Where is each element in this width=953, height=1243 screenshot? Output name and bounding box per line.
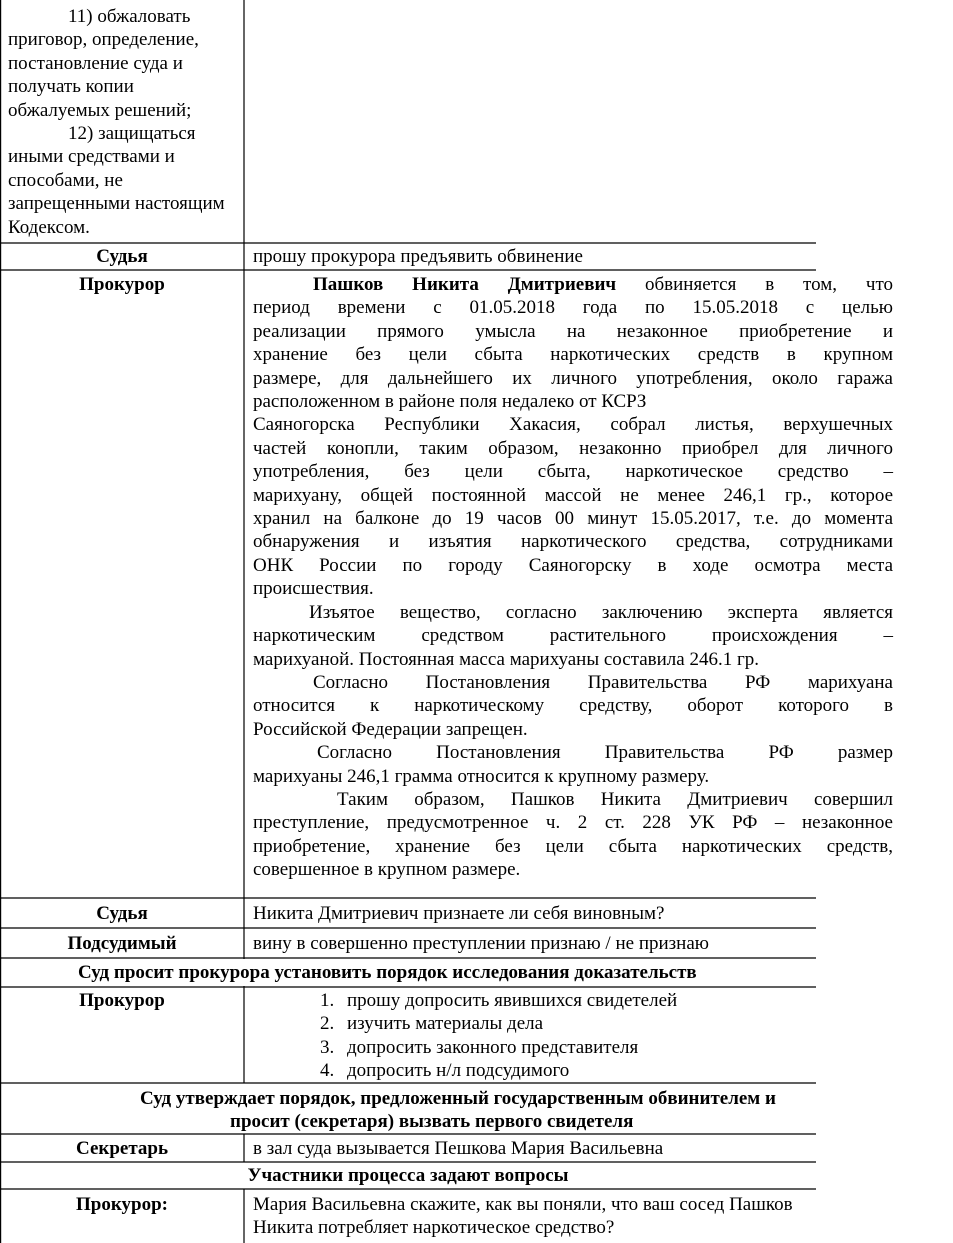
indictment-line: расположенном в районе поля недалеко от КСРЗ <box>253 391 647 413</box>
court-asks-heading: Суд просит прокурора установить порядок исследования доказательств <box>78 962 697 983</box>
list-item: 4. допросить н/л подсудимого <box>339 1059 804 1082</box>
role-secretary: Секретарь <box>75 1138 168 1159</box>
indictment-line: Согласно Постановления Правительства РФ размер <box>317 742 893 764</box>
judge-question: Никита Дмитриевич признаете ли себя виновным? <box>253 903 665 924</box>
role-prosecutor-3: Прокурор: <box>76 1194 168 1215</box>
indictment-line: размере, для дальнейшего их личного употребления, около гаража <box>253 367 893 389</box>
indictment-line: марихуаны 246,1 грамма относится к крупному размеру. <box>253 765 710 787</box>
indictment-line: ОНК России по городу Саяногорску в ходе осмотра места <box>253 554 893 576</box>
role-prosecutor: Прокурор <box>79 274 165 295</box>
indictment-line: марихуану, общей постоянной массой не менее 246,1 гр., которое <box>253 484 893 506</box>
indictment-text <box>253 273 953 882</box>
indictment-line: обнаружения и изъятия наркотического средства, сотрудниками <box>253 531 893 553</box>
court-approves-line2: просит (секретаря) вызвать первого свидетеля <box>230 1111 634 1132</box>
list-item: 1. прошу допросить явившихся свидетелей <box>339 989 804 1012</box>
indictment-line: период времени с 01.05.2018 года по 15.05.2018 с целью <box>253 297 893 319</box>
right-item-11: 11) обжаловать приговор, определение, постановление суда и получать копии обжалуемых решений; <box>8 6 199 121</box>
role-prosecutor-2: Прокурор <box>79 990 165 1011</box>
role-judge-2: Судья <box>96 903 148 924</box>
indictment-line: хранил на балконе до 19 часов 00 минут 15.05.2017, т.е. до момента <box>253 508 893 530</box>
indictment-line: марихуаной. Постоянная масса марихуаны составила 246.1 гр. <box>253 648 760 670</box>
indictment-line: приобретение, хранение без цели сбыта наркотических средств, <box>253 835 893 857</box>
indictment-line: Изъятое вещество, согласно заключению эксперта является <box>309 601 893 623</box>
right-item-12: 12) защищаться иными средствами и способами, не запрещенными настоящим Кодексом. <box>8 123 225 238</box>
judge-request: прошу прокурора предъявить обвинение <box>253 246 583 267</box>
role-defendant: Подсудимый <box>67 933 177 954</box>
indictment-line: наркотическим средством растительного происхождения – <box>253 625 893 647</box>
prosecutor-question-line2: Никита потребляет наркотическое средство? <box>253 1217 615 1238</box>
role-judge: Судья <box>96 246 148 267</box>
list-item: 2. изучить материалы дела <box>339 1012 804 1035</box>
indictment-line: преступление, предусмотренное ч. 2 ст. 228 УК РФ – незаконное <box>253 812 893 834</box>
evidence-order-list <box>244 989 804 1083</box>
defendant-answer: вину в совершенно преступлении признаю / не признаю <box>253 933 709 954</box>
indictment-line: Пашков Никита Дмитриевич обвиняется в том, что <box>313 274 893 295</box>
indictment-line: Таким образом, Пашков Никита Дмитриевич совершил <box>337 788 893 810</box>
indictment-line: частей конопли, таким образом, незаконно приобрел для личного <box>253 437 893 459</box>
indictment-line: Российской Федерации запрещен. <box>253 718 528 740</box>
indictment-line: хранение без цели сбыта наркотических средств в крупном <box>253 344 893 366</box>
indictment-line: происшествия. <box>253 578 374 600</box>
indictment-line: употребления, без цели сбыта, наркотическое средство – <box>253 461 893 483</box>
list-item: 3. допросить законного представителя <box>339 1036 804 1059</box>
rights-cell <box>8 5 240 239</box>
defendant-name: Пашков Никита Дмитриевич <box>313 274 617 295</box>
indictment-line: реализации прямого умысла на незаконное приобретение и <box>253 320 893 342</box>
indictment-line: Саяногорска Республики Хакасия, собрал листья, верхушечных <box>253 414 893 436</box>
indictment-line: Согласно Постановления Правительства РФ марихуана <box>313 671 893 693</box>
indictment-line: совершенное в крупном размере. <box>253 859 521 881</box>
indictment-line: относится к наркотическому средству, оборот которого в <box>253 695 893 717</box>
participants-heading: Участники процесса задают вопросы <box>247 1165 569 1186</box>
court-approves-line1: Суд утверждает порядок, предложенный государственным обвинителем и <box>140 1088 776 1109</box>
secretary-text: в зал суда вызывается Пешкова Мария Васильевна <box>253 1138 664 1159</box>
prosecutor-question-line1: Мария Васильевна скажите, как вы поняли, что ваш сосед Пашков <box>253 1194 793 1215</box>
